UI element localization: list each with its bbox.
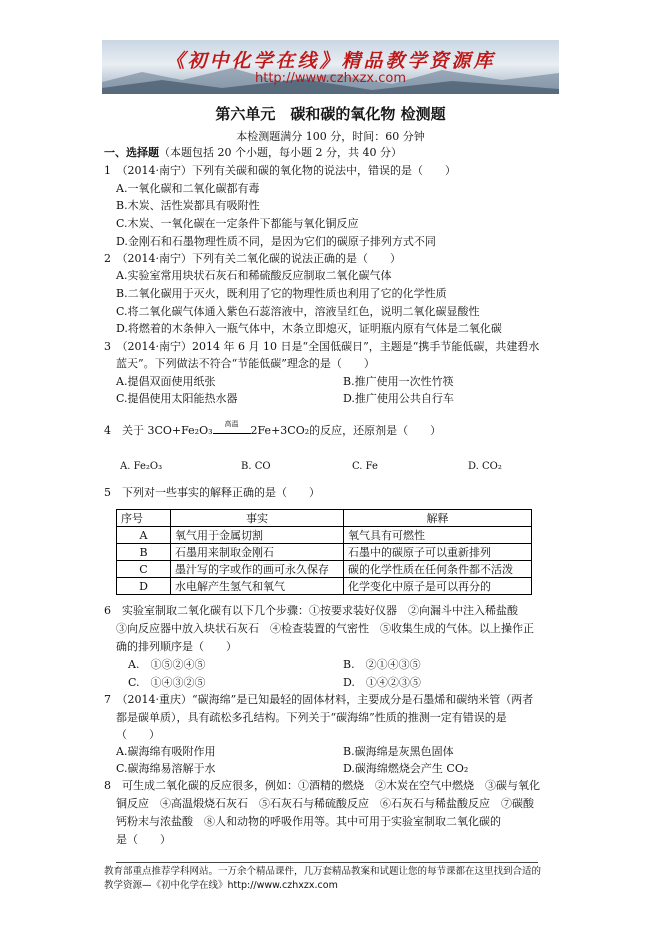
- row-explanation: 氧气具有可燃性: [344, 527, 532, 544]
- q1-option-d: D.金刚石和石墨物理性质不同，是因为它们的碳原子排列方式不同: [116, 235, 436, 248]
- q7-line2: 都是碳单质），具有疏松多孔结构。下列关于“碳海绵”性质的推测一定有错误的是: [116, 711, 507, 724]
- q3-stem-line2: 蓝天”。下列做法不符合“节能低碳”理念的是（ ）: [116, 357, 375, 370]
- q7-option-d: D.碳海绵燃烧会产生 CO₂: [343, 762, 469, 775]
- q2-option-d: D.将燃着的木条伸入一瓶气体中，木条立即熄灭，证明瓶内原有气体是二氧化碳: [116, 322, 502, 335]
- header-explanation: 解释: [344, 510, 532, 527]
- row-fact: 氧气用于金属切割: [171, 527, 344, 544]
- q2-option-c: C.将二氧化碳气体通入紫色石蕊溶液中，溶液呈红色，说明二氧化碳显酸性: [116, 305, 480, 318]
- banner-title: 《初中化学在线》精品教学资源库: [165, 50, 496, 72]
- footer-line1: 教育部重点推荐学科网站。一万余个精品课件，几万套精品教案和试题让您的每节课都在这里找到合适的: [104, 866, 542, 877]
- table-row: [117, 544, 532, 561]
- table-row: [117, 578, 532, 595]
- q3-option-c: C.提倡使用太阳能热水器: [116, 392, 238, 405]
- row-fact: 水电解产生氢气和氧气: [171, 578, 344, 595]
- q4-stem: [104, 420, 442, 438]
- q8-line1: 8 可生成二氧化碳的反应很多，例如：①酒精的燃烧 ②木炭在空气中燃烧 ③碳与氧化: [104, 779, 540, 792]
- row-index: C: [117, 561, 171, 578]
- q1-option-b: B.木炭、活性炭都具有吸附性: [116, 199, 260, 212]
- banner-url[interactable]: http://www.czhxzx.com: [255, 71, 406, 86]
- page-subtitle: 本检测题满分 100 分，时间：60 分钟: [236, 130, 425, 143]
- q8-line4: 是（ ）: [116, 833, 171, 846]
- q7-line3: （ ）: [116, 728, 160, 741]
- q7-option-b: B.碳海绵是灰黑色固体: [343, 745, 454, 758]
- section-heading: [104, 145, 402, 160]
- q1-option-c: C.木炭、一氧化碳在一定条件下都能与氧化铜反应: [116, 217, 359, 230]
- q3-option-b: B.推广使用一次性竹筷: [343, 375, 454, 388]
- footer-divider: [116, 862, 538, 863]
- row-index: A: [117, 527, 171, 544]
- q7-line1: 7 （2014·重庆）“碳海绵”是已知最轻的固体材料，主要成分是石墨烯和碳纳米管（两者: [104, 693, 534, 706]
- table-header-row: [117, 510, 532, 527]
- q2-option-a: A.实验室常用块状石灰石和稀硫酸反应制取二氧化碳气体: [116, 269, 392, 282]
- q6-option-a: A. ①⑤②④⑤: [128, 658, 206, 671]
- header-fact: 事实: [171, 510, 344, 527]
- row-index: B: [117, 544, 171, 561]
- row-fact: 墨汁写的字或作的画可永久保存: [171, 561, 344, 578]
- q4-option-a: A. Fe₂O₃: [120, 461, 163, 472]
- q6-option-b: B. ②①④③⑤: [343, 658, 421, 671]
- q5-stem: 5 下列对一些事实的解释正确的是（ ）: [104, 486, 320, 499]
- q3-option-a: A.提倡双面使用纸张: [116, 375, 216, 388]
- q7-option-a: A.碳海绵有吸附作用: [116, 745, 216, 758]
- q2-option-b: B.二氧化碳用于灭火，既利用了它的物理性质也利用了它的化学性质: [116, 287, 447, 300]
- row-explanation: 碳的化学性质在任何条件都不活泼: [344, 561, 532, 578]
- q6-line1: 6 实验室制取二氧化碳有以下几个步骤：①按要求装好仪器 ②向漏斗中注入稀盐酸: [104, 604, 518, 617]
- row-index: D: [117, 578, 171, 595]
- header-banner: [102, 40, 559, 94]
- q6-line3: 确的排列顺序是（ ）: [116, 640, 237, 653]
- footer-line2: 教学资源—《初中化学在线》http://www.czhxzx.com: [104, 880, 338, 891]
- q1-option-a: A.一氧化碳和二氧化碳都有毒: [116, 182, 260, 195]
- header-index: 序号: [117, 510, 171, 527]
- q3-option-d: D.推广使用公共自行车: [343, 392, 454, 405]
- q4-reactants: 4 关于 3CO+Fe₂O₃: [104, 424, 213, 437]
- reaction-arrow: [213, 420, 251, 434]
- page-title: 第六单元 碳和碳的氧化物 检测题: [215, 105, 446, 123]
- q3-stem-line1: 3 （2014·南宁）2014 年 6 月 10 日是“全国低碳日”，主题是“携手节能低碳，共建碧水: [104, 340, 540, 353]
- q6-option-c: C. ①④③②⑤: [128, 676, 206, 689]
- q2-stem: 2 （2014·南宁）下列有关二氧化碳的说法正确的是（ ）: [104, 252, 401, 265]
- table-row: [117, 527, 532, 544]
- q4-products: 2Fe+3CO₂的反应，还原剂是（ ）: [250, 424, 442, 437]
- row-fact: 石墨用来制取金刚石: [171, 544, 344, 561]
- table-row: [117, 561, 532, 578]
- row-explanation: 石墨中的碳原子可以重新排列: [344, 544, 532, 561]
- q8-line2: 铜反应 ④高温煅烧石灰石 ⑤石灰石与稀硫酸反应 ⑥石灰石与稀盐酸反应 ⑦碳酸: [116, 797, 534, 810]
- q4-option-d: D. CO₂: [468, 461, 502, 472]
- q6-option-d: D. ①④②③⑤: [343, 676, 421, 689]
- q8-line3: 钙粉末与浓盐酸 ⑧人和动物的呼吸作用等。其中可用于实验室制取二氧化碳的: [116, 815, 501, 828]
- q6-line2: ③向反应器中放入块状石灰石 ④检查装置的气密性 ⑤收集生成的气体。以上操作正: [116, 622, 534, 635]
- q4-option-b: B. CO: [241, 461, 271, 472]
- q1-stem: 1 （2014·南宁）下列有关碳和碳的氧化物的说法中，错误的是（ ）: [104, 164, 456, 177]
- section-note: （本题包括 20 个小题，每小题 2 分，共 40 分）: [159, 146, 402, 159]
- facts-table: [116, 509, 532, 595]
- q4-option-c: C. Fe: [352, 461, 378, 472]
- row-explanation: 化学变化中原子是可以再分的: [344, 578, 532, 595]
- reaction-condition: 高温: [224, 420, 239, 428]
- q7-option-c: C.碳海绵易溶解于水: [116, 762, 216, 775]
- section-title: 一、选择题: [104, 146, 159, 159]
